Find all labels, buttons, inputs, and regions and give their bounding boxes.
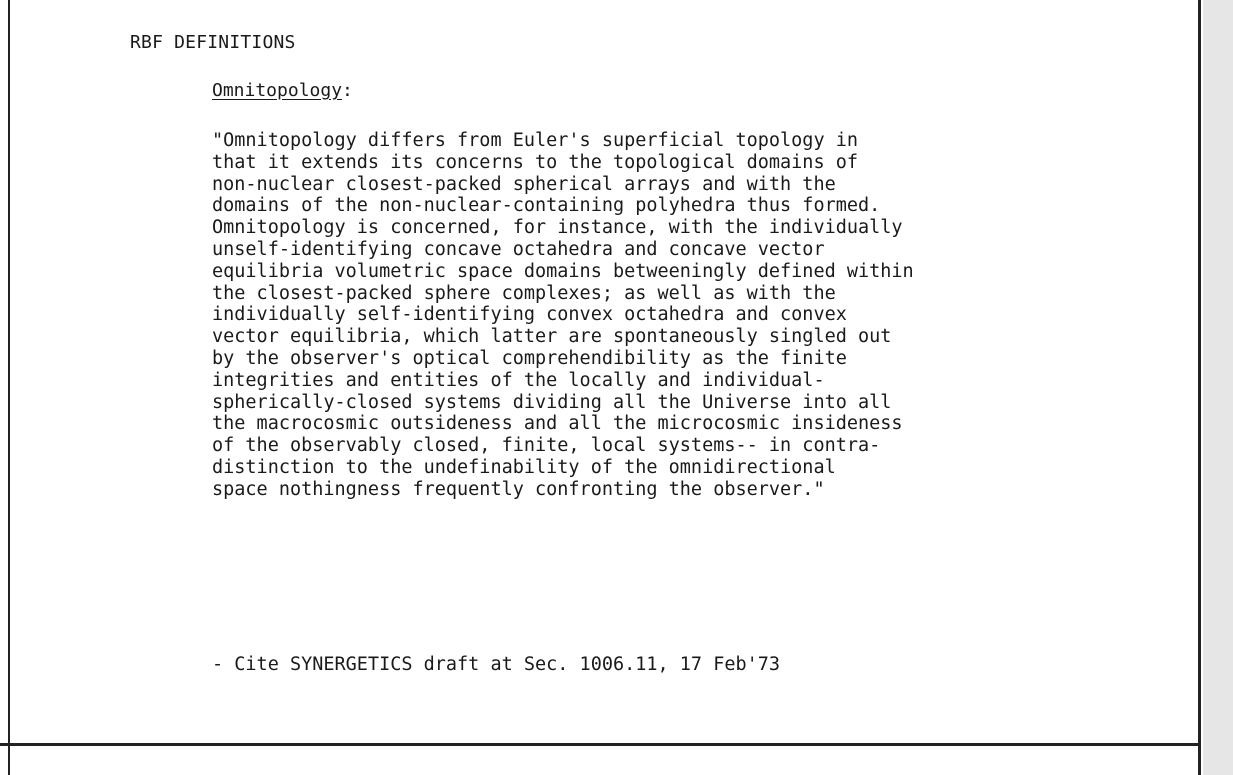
term-title: Omnitopology xyxy=(212,80,343,101)
definition-line: the closest-packed sphere complexes; as well as with the xyxy=(212,282,836,304)
definition-line: vector equilibria, which latter are spontaneously singled out xyxy=(212,326,892,348)
term-line xyxy=(212,80,353,101)
definition-line: the macrocosmic outsideness and all the microcosmic insideness xyxy=(212,413,903,435)
definition-line: of the observably closed, finite, local systems-- in contra- xyxy=(212,435,881,457)
term-colon: : xyxy=(342,80,353,101)
definition-line: unself-identifying concave octahedra and concave vector xyxy=(212,238,825,260)
definition-line: domains of the non-nuclear-containing polyhedra thus formed. xyxy=(212,195,881,217)
card-bottom-border xyxy=(0,743,1201,746)
definition-line: by the observer's optical comprehendibility as the finite xyxy=(212,347,847,369)
card-left-border xyxy=(8,0,10,775)
scan-margin xyxy=(1203,0,1233,775)
definition-line: spherically-closed systems dividing all the Universe into all xyxy=(212,391,892,413)
definition-line: space nothingness frequently confronting the observer." xyxy=(212,478,825,500)
definition-line: equilibria volumetric space domains betweeningly defined within xyxy=(212,260,914,282)
citation: - Cite SYNERGETICS draft at Sec. 1006.11, 17 Feb'73 xyxy=(212,654,781,675)
definition-line: non-nuclear closest-packed spherical arrays and with the xyxy=(212,173,836,195)
card-right-border xyxy=(1198,0,1201,775)
card-heading: RBF DEFINITIONS xyxy=(130,32,296,53)
definition-line: integrities and entities of the locally and individual- xyxy=(212,369,825,391)
definition-line: distinction to the undefinability of the omnidirectional xyxy=(212,456,836,478)
definition-line: that it extends its concerns to the topological domains of xyxy=(212,151,859,173)
definition-quote xyxy=(212,130,1172,501)
definition-line: "Omnitopology differs from Euler's superficial topology in xyxy=(212,130,859,151)
definition-line: individually self-identifying convex octahedra and convex xyxy=(212,304,847,326)
definition-line: Omnitopology is concerned, for instance, with the individually xyxy=(212,217,903,239)
